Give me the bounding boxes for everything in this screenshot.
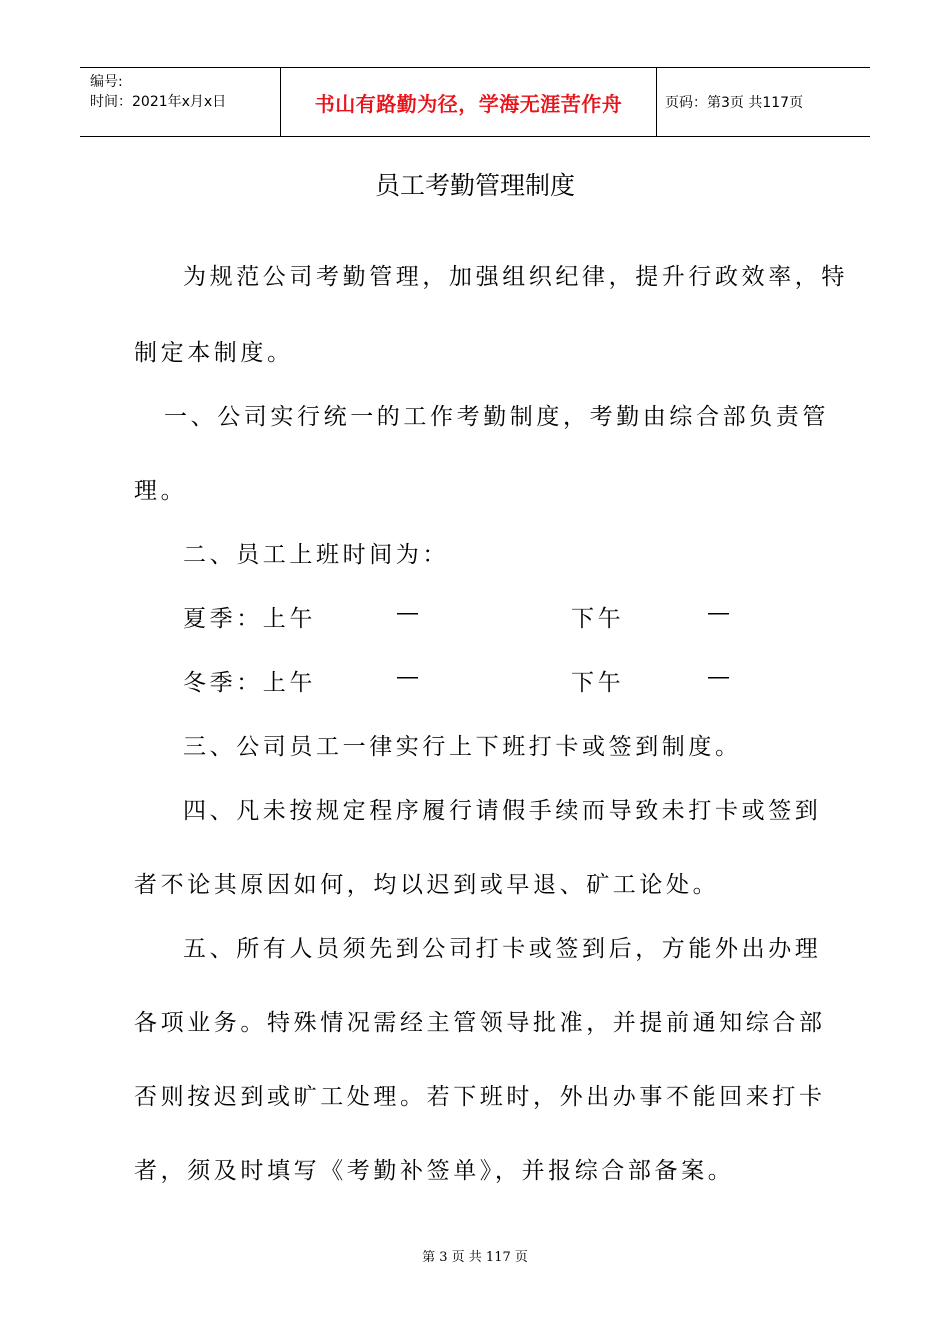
paragraph-line: 一、公司实行统一的工作考勤制度，考勤由综合部负责管 (164, 404, 829, 430)
paragraph-line: 者，须及时填写《考勤补签单》，并报综合部备案。 (134, 1158, 735, 1184)
header-page-info: 页码：第3页 共117页 (665, 95, 804, 111)
paragraph-line: 者不论其原因如何，均以迟到或早退、矿工论处。 (134, 872, 720, 898)
summer-pm-label: 下午 (571, 606, 625, 632)
paragraph-line: 二、员工上班时间为： (183, 542, 449, 568)
winter-label: 冬季：上午 (183, 670, 316, 696)
paragraph-line: 否则按迟到或旷工处理。若下班时，外出办事不能回来打卡 (134, 1084, 826, 1110)
header-motto: 书山有路勤为径，学海无涯苦作舟 (281, 68, 657, 136)
paragraph-line: 各项业务。特殊情况需经主管领导批准，并提前通知综合部 (134, 1010, 826, 1036)
paragraph-line: 五、所有人员须先到公司打卡或签到后，方能外出办理 (183, 936, 822, 962)
paragraph-line: 四、凡未按规定程序履行请假手续而导致未打卡或签到 (183, 798, 822, 824)
summer-dash-am: — (396, 600, 423, 626)
summer-dash-pm: — (707, 600, 734, 626)
document-title: 员工考勤管理制度 (374, 171, 575, 200)
time-label: 时间：2021年x月x日 (90, 94, 227, 110)
paragraph-line: 理。 (134, 478, 188, 504)
paragraph-line: 制定本制度。 (134, 340, 294, 366)
page-footer: 第 3 页 共 117 页 (422, 1250, 528, 1265)
header-meta (80, 68, 281, 136)
winter-dash-am: — (396, 664, 423, 690)
paragraph-line: 三、公司员工一律实行上下班打卡或签到制度。 (183, 734, 742, 760)
number-label: 编号: (90, 74, 123, 90)
summer-label: 夏季：上午 (183, 606, 316, 632)
paragraph-line: 为规范公司考勤管理，加强组织纪律，提升行政效率，特 (183, 264, 848, 290)
winter-pm-label: 下午 (571, 670, 625, 696)
winter-dash-pm: — (707, 664, 734, 690)
document-header (80, 67, 870, 137)
